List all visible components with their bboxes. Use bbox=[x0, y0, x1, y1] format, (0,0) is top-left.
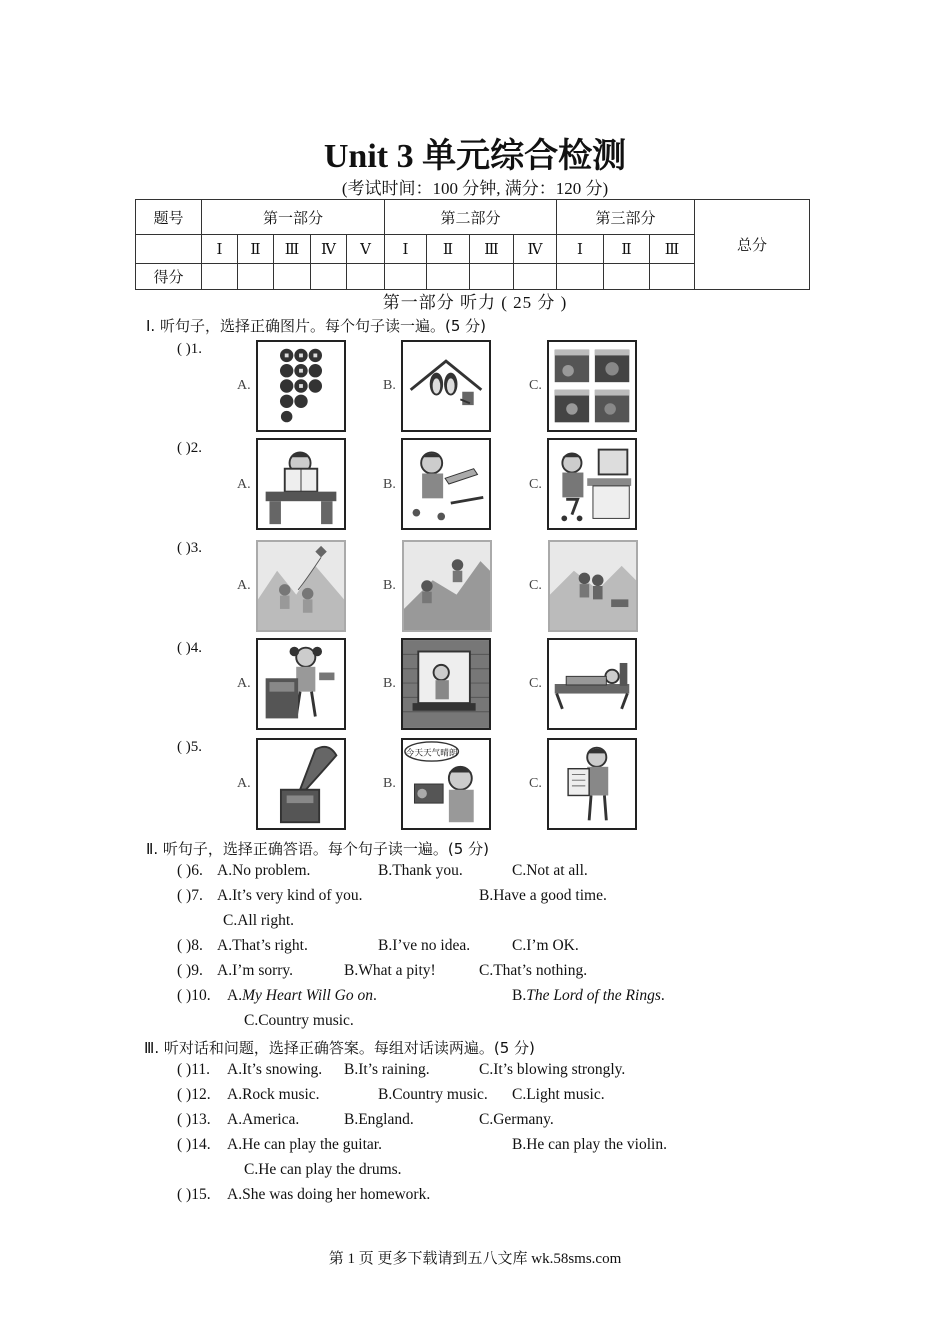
option-a: A.That’s right. bbox=[217, 937, 308, 954]
question-number: ( )8. bbox=[177, 937, 203, 954]
question-number: ( )9. bbox=[177, 962, 203, 979]
picture-movie-posters[interactable] bbox=[547, 340, 637, 432]
cell-part3: 第三部分 bbox=[557, 200, 695, 235]
picture-person-window[interactable] bbox=[401, 638, 491, 730]
option-b: B.England. bbox=[344, 1111, 414, 1128]
option-a: A.It’s very kind of you. bbox=[217, 887, 363, 904]
picture-kids-kite[interactable] bbox=[256, 540, 346, 632]
picture-coins[interactable] bbox=[256, 340, 346, 432]
option-label: B. bbox=[383, 477, 396, 492]
picture-penguins[interactable] bbox=[401, 340, 491, 432]
question-number: ( )7. bbox=[177, 887, 203, 904]
option-c: C.Light music. bbox=[512, 1086, 605, 1103]
score-cell[interactable] bbox=[311, 264, 347, 290]
cell-roman: Ⅲ bbox=[470, 235, 514, 264]
question-number: ( )4. bbox=[177, 640, 202, 656]
question-number: ( )10. bbox=[177, 987, 211, 1004]
cell-part2: 第二部分 bbox=[385, 200, 557, 235]
cell-roman: Ⅱ bbox=[427, 235, 470, 264]
picture-boy-model-plane[interactable] bbox=[401, 438, 491, 530]
option-a bbox=[227, 987, 377, 1005]
option-label: C. bbox=[529, 676, 542, 691]
picture-kids-playing[interactable] bbox=[548, 540, 638, 632]
option-c: C.Germany. bbox=[479, 1111, 554, 1128]
picture-girl-cooking[interactable] bbox=[256, 638, 346, 730]
option-label: C. bbox=[529, 776, 542, 791]
option-b: B.Thank you. bbox=[378, 862, 463, 879]
option-label: A. bbox=[237, 676, 251, 691]
option-c: C.All right. bbox=[223, 912, 295, 929]
score-table bbox=[135, 199, 810, 290]
cell-score-label: 得分 bbox=[136, 264, 202, 290]
option-b: B.Have a good time. bbox=[479, 887, 607, 904]
score-cell[interactable] bbox=[604, 264, 650, 290]
section-2-instruction: Ⅱ. 听句子，选择正确答语。每个句子读一遍。(5 分) bbox=[146, 840, 489, 858]
exam-info: (考试时间：100 分钟, 满分：120 分) bbox=[341, 179, 609, 198]
cell-roman: Ⅲ bbox=[274, 235, 311, 264]
option-c: C.That’s nothing. bbox=[479, 962, 588, 979]
score-cell[interactable] bbox=[557, 264, 604, 290]
cell-part1: 第一部分 bbox=[202, 200, 385, 235]
option-b: B.I’ve no idea. bbox=[378, 937, 471, 954]
option-label: B. bbox=[383, 378, 396, 393]
cell-total: 总分 bbox=[695, 200, 810, 290]
option-c: C.Not at all. bbox=[512, 862, 588, 879]
punctuation: . bbox=[372, 987, 377, 1004]
option-b bbox=[512, 987, 665, 1005]
option-a: A.She was doing her homework. bbox=[227, 1186, 431, 1203]
option-label: A. bbox=[237, 477, 251, 492]
score-cell[interactable] bbox=[202, 264, 238, 290]
question-number: ( )13. bbox=[177, 1111, 211, 1128]
picture-person-bed[interactable] bbox=[547, 638, 637, 730]
page-footer: 第 1 页 更多下载请到五八文库 wk.58sms.com bbox=[328, 1251, 622, 1267]
picture-boy-reading[interactable] bbox=[256, 438, 346, 530]
question-number: ( )1. bbox=[177, 341, 202, 357]
option-c: C.I’m OK. bbox=[512, 937, 579, 954]
option-prefix: A. bbox=[227, 987, 243, 1004]
option-a: A.Rock music. bbox=[227, 1086, 320, 1103]
section-3-instruction: Ⅲ. 听对话和问题，选择正确答案。每组对话读两遍。(5 分) bbox=[144, 1039, 535, 1057]
cell-roman: Ⅳ bbox=[311, 235, 347, 264]
option-a: A.He can play the guitar. bbox=[227, 1136, 382, 1153]
cell-roman: Ⅱ bbox=[238, 235, 274, 264]
picture-gramophone[interactable] bbox=[256, 738, 346, 830]
score-cell[interactable] bbox=[238, 264, 274, 290]
option-b: B.It’s raining. bbox=[344, 1061, 430, 1078]
page-title: Unit 3 单元综合检测 bbox=[323, 138, 627, 175]
score-cell[interactable] bbox=[650, 264, 695, 290]
option-prefix: B. bbox=[512, 987, 527, 1004]
question-number: ( )5. bbox=[177, 739, 202, 755]
option-a: A.It’s snowing. bbox=[227, 1061, 323, 1078]
score-cell[interactable] bbox=[347, 264, 385, 290]
cell-roman: Ⅱ bbox=[604, 235, 650, 264]
score-cell[interactable] bbox=[274, 264, 311, 290]
song-title: My Heart Will Go on bbox=[242, 987, 373, 1004]
cell-header-label: 题号 bbox=[136, 200, 202, 235]
cell-roman: Ⅴ bbox=[347, 235, 385, 264]
option-label: B. bbox=[383, 776, 396, 791]
option-b: B.What a pity! bbox=[344, 962, 436, 979]
score-cell[interactable] bbox=[514, 264, 557, 290]
picture-boy-radio[interactable] bbox=[401, 738, 491, 830]
question-number: ( )6. bbox=[177, 862, 203, 879]
weather-bubble-text: 今天天气晴朗 bbox=[405, 748, 458, 759]
option-a: A.No problem. bbox=[217, 862, 311, 879]
option-a: A.America. bbox=[227, 1111, 300, 1128]
question-number: ( )2. bbox=[177, 440, 202, 456]
question-number: ( )12. bbox=[177, 1086, 211, 1103]
cell-roman: Ⅰ bbox=[385, 235, 427, 264]
punctuation: . bbox=[660, 987, 665, 1004]
option-label: A. bbox=[237, 776, 251, 791]
question-number: ( )3. bbox=[177, 540, 202, 556]
option-label: C. bbox=[529, 378, 542, 393]
cell-roman: Ⅲ bbox=[650, 235, 695, 264]
option-label: B. bbox=[383, 578, 396, 593]
score-cell[interactable] bbox=[385, 264, 427, 290]
picture-boy-computer[interactable] bbox=[547, 438, 637, 530]
cell-blank bbox=[136, 235, 202, 264]
option-a: A.I’m sorry. bbox=[217, 962, 294, 979]
cell-roman: Ⅰ bbox=[202, 235, 238, 264]
section-1-instruction: Ⅰ. 听句子，选择正确图片。每个句子读一遍。(5 分) bbox=[146, 317, 486, 335]
question-number: ( )15. bbox=[177, 1186, 211, 1203]
option-c: C.He can play the drums. bbox=[244, 1161, 402, 1178]
question-number: ( )14. bbox=[177, 1136, 211, 1153]
option-label: A. bbox=[237, 378, 251, 393]
option-label: C. bbox=[529, 578, 542, 593]
movie-title: The Lord of the Rings bbox=[526, 987, 661, 1004]
option-label: A. bbox=[237, 578, 251, 593]
picture-kids-climbing[interactable] bbox=[402, 540, 492, 632]
part1-heading: 第一部分 听力 ( 25 分 ) bbox=[382, 293, 568, 312]
score-cell[interactable] bbox=[470, 264, 514, 290]
option-c: C.It’s blowing strongly. bbox=[479, 1061, 626, 1078]
option-label: C. bbox=[529, 477, 542, 492]
score-cell[interactable] bbox=[427, 264, 470, 290]
option-c: C.Country music. bbox=[244, 1012, 354, 1029]
option-b: B.Country music. bbox=[378, 1086, 488, 1103]
cell-roman: Ⅳ bbox=[514, 235, 557, 264]
picture-boy-newspaper[interactable] bbox=[547, 738, 637, 830]
option-b: B.He can play the violin. bbox=[512, 1136, 667, 1153]
cell-roman: Ⅰ bbox=[557, 235, 604, 264]
question-number: ( )11. bbox=[177, 1061, 210, 1078]
option-label: B. bbox=[383, 676, 396, 691]
